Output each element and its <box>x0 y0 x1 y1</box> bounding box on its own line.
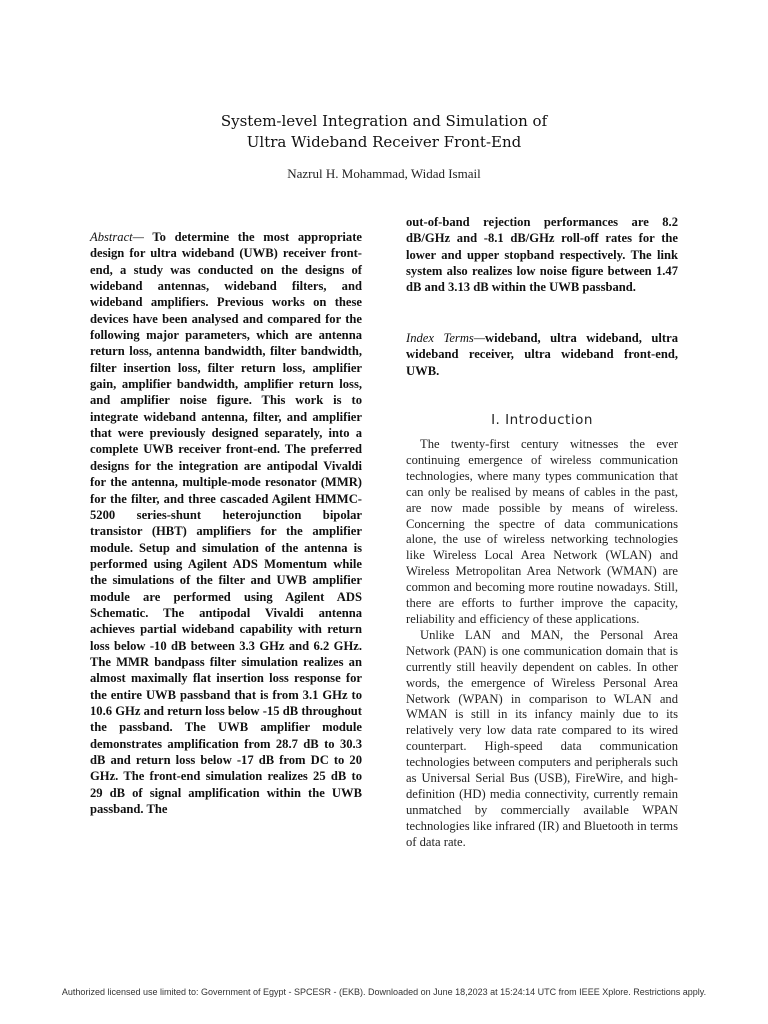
index-terms-text: wideband, ultra wideband, ultra wideband receiver, ultra wideband front-end, UWB. <box>406 331 678 378</box>
title-line-2: Ultra Wideband Receiver Front-End <box>246 133 522 151</box>
section-heading-introduction: I. Introduction <box>491 412 593 428</box>
abstract-label: Abstract <box>90 230 133 244</box>
intro-paragraph-2: Unlike LAN and MAN, the Personal Area Network (PAN) is one communication domain that is currently still heavily dependent on cables. In other words, the emergence of Wireless Personal Area Network (WPAN) in comparison to WLAN and WMAN is still in its infancy mainly due to its relatively very low data rate compared to its wired counterpart. High-speed data communication technologies between computers and peripherals such as Universal Serial Bus (USB), FireWire, and high-definition (HD) media connectivity, currently remain unmatched by commercially available WPAN technologies like infrared (IR) and Bluetooth in terms of data rate. <box>406 627 678 849</box>
index-terms-block <box>406 330 678 379</box>
abstract-text: To determine the most appropriate design for ultra wideband (UWB) receiver front-end, a study was conducted on the designs of wideband antennas, wideband filters, and wideband amplifiers. Previous works on these devices have been analysed and compared for the following major parameters, which are antenna return loss, antenna bandwidth, filter bandwidth, filter insertion loss, filter return loss, amplifier gain, amplifier bandwidth, amplifier return loss, and amplifier noise figure. This work is to integrate wideband antenna, filter, and amplifier that were previously designed separately, into a complete UWB receiver front-end. The preferred designs for the integration are antipodal Vivaldi for the antenna, multiple-mode resonator (MMR) for the filter, and three cascaded Agilent HMMC-5200 series-shunt heterojunction bipolar transistor (HBT) amplifiers for the amplifier module. Setup and simulation of the antenna is performed using Agilent ADS Momentum while the simulations of the filter and UWB amplifier module are performed using Agilent ADS Schematic. The antipodal Vivaldi antenna achieves partial wideband capability with return loss below -10 dB between 3.3 GHz and 6.2 GHz. The MMR bandpass filter simulation realizes an almost maximally flat insertion loss response for the entire UWB passband that is from 3.1 GHz to 10.6 GHz and return loss below -15 dB throughout the passband. The UWB amplifier module demonstrates amplification from 28.7 dB to 30.3 dB and return loss below -17 dB from DC to 20 GHz. The front-end simulation realizes 25 dB to 29 dB of signal amplification within the UWB passband. The <box>90 230 362 817</box>
abstract-continued: out-of-band rejection performances are 8.2 dB/GHz and -8.1 dB/GHz roll-off rates for the lower and upper stopband respectively. The link system also realizes low noise figure between 1.47 dB and 3.13 dB within the UWB passband. <box>406 215 678 295</box>
abstract-dash: — <box>132 230 144 244</box>
paper-title <box>0 111 768 153</box>
title-line-1: System-level Integration and Simulation of <box>220 112 548 130</box>
index-terms-label: Index Terms <box>406 331 474 345</box>
author-list: Nazrul H. Mohammad, Widad Ismail <box>287 166 481 181</box>
intro-paragraph-1: The twenty-first century witnesses the ever continuing emergence of wireless communication technologies, where many types communication that can only be realised by means of cables in the past, are now made possible by means of wireless. Concerning the spectre of data communications alone, the use of wireless networking technologies like Wireless Local Area Network (WLAN) and Wireless Metropolitan Area Network (WMAN) are common and becoming more routine nowadays. Still, there are efforts to further improve the capacity, reliability and efficiency of these applications. <box>406 437 678 626</box>
index-terms-dash: — <box>473 331 486 345</box>
introduction-body <box>406 437 678 851</box>
license-footer: Authorized licensed use limited to: Government of Egypt - SPCESR - (EKB). Downloaded on June 18,2023 at 15:24:14 UTC from IEEE Xplore. Restrictions apply. <box>61 987 707 997</box>
abstract-block <box>90 229 362 817</box>
